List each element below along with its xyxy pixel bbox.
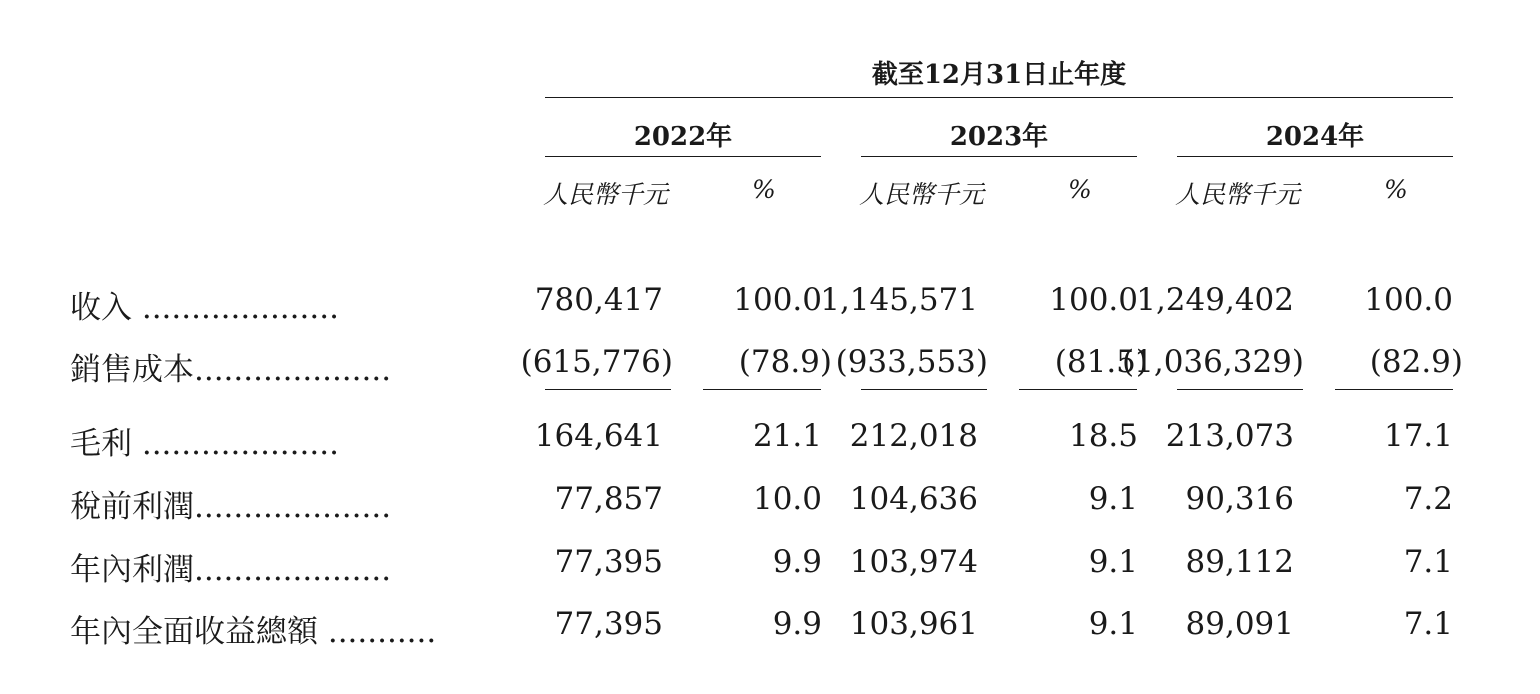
row-label-revenue: 收入 .................... — [70, 290, 339, 326]
year-header-2023: 2023年 — [949, 122, 1049, 152]
unit-pct-2024: % — [1384, 175, 1408, 204]
gross-profit-2024-pct: 17.1 — [1383, 418, 1453, 454]
revenue-2023-amount: 1,145,571 — [820, 282, 978, 318]
cost-2023-amount: (933,553) — [835, 344, 988, 380]
pbt-2022-amount: 77,857 — [554, 481, 663, 517]
unit-amount-2023: 人民幣千元 — [859, 180, 985, 209]
pbt-2023-amount: 104,636 — [849, 481, 978, 517]
unit-pct-2022: % — [752, 175, 776, 204]
gross-profit-2023-pct: 18.5 — [1068, 418, 1138, 454]
revenue-2022-pct: 100.0 — [733, 282, 822, 318]
cost-2022-amount: (615,776) — [520, 344, 673, 380]
period-underline — [545, 97, 1453, 98]
profit-2022-amount: 77,395 — [554, 544, 663, 580]
year-header-2024: 2024年 — [1265, 122, 1365, 152]
row-label-profit-before-tax: 稅前利潤.................... — [70, 489, 392, 525]
cost-2024-amount: (1,036,329) — [1122, 344, 1304, 380]
subtotal-line-2024-pct — [1335, 389, 1453, 390]
cost-2024-pct: (82.9) — [1369, 344, 1463, 380]
row-label-total-comprehensive-income: 年內全面收益總額 ........... — [70, 614, 437, 650]
gross-profit-2024-amount: 213,073 — [1165, 418, 1294, 454]
row-label-profit-for-year: 年內利潤.................... — [70, 552, 392, 588]
period-header: 截至12月31日止年度 — [871, 60, 1127, 90]
revenue-2023-pct: 100.0 — [1049, 282, 1138, 318]
year-header-2022: 2022年 — [633, 122, 733, 152]
subtotal-line-2023-amount — [861, 389, 987, 390]
subtotal-line-2023-pct — [1019, 389, 1137, 390]
unit-pct-2023: % — [1068, 175, 1092, 204]
profit-2022-pct: 9.9 — [772, 544, 822, 580]
pbt-2024-pct: 7.2 — [1403, 481, 1453, 517]
gross-profit-2022-pct: 21.1 — [752, 418, 822, 454]
subtotal-line-2022-amount — [545, 389, 671, 390]
tci-2024-amount: 89,091 — [1185, 606, 1294, 642]
subtotal-line-2024-amount — [1177, 389, 1303, 390]
tci-2023-pct: 9.1 — [1088, 606, 1138, 642]
revenue-2024-pct: 100.0 — [1364, 282, 1453, 318]
profit-2024-amount: 89,112 — [1185, 544, 1294, 580]
profit-2023-pct: 9.1 — [1088, 544, 1138, 580]
profit-2023-amount: 103,974 — [849, 544, 978, 580]
revenue-2024-amount: 1,249,402 — [1136, 282, 1294, 318]
tci-2023-amount: 103,961 — [849, 606, 978, 642]
tci-2022-amount: 77,395 — [554, 606, 663, 642]
tci-2024-pct: 7.1 — [1403, 606, 1453, 642]
year-underline-2022 — [545, 156, 821, 157]
revenue-2022-amount: 780,417 — [534, 282, 663, 318]
subtotal-line-2022-pct — [703, 389, 821, 390]
cost-2022-pct: (78.9) — [738, 344, 832, 380]
year-underline-2024 — [1177, 156, 1453, 157]
gross-profit-2022-amount: 164,641 — [534, 418, 663, 454]
profit-2024-pct: 7.1 — [1403, 544, 1453, 580]
pbt-2024-amount: 90,316 — [1185, 481, 1294, 517]
year-underline-2023 — [861, 156, 1137, 157]
unit-amount-2022: 人民幣千元 — [543, 180, 669, 209]
row-label-gross-profit: 毛利 .................... — [70, 426, 339, 462]
pbt-2023-pct: 9.1 — [1088, 481, 1138, 517]
row-label-cost-of-sales: 銷售成本.................... — [70, 352, 392, 388]
unit-amount-2024: 人民幣千元 — [1175, 180, 1301, 209]
cost-2023-pct: (81.5) — [1054, 344, 1148, 380]
tci-2022-pct: 9.9 — [772, 606, 822, 642]
gross-profit-2023-amount: 212,018 — [849, 418, 978, 454]
pbt-2022-pct: 10.0 — [752, 481, 822, 517]
